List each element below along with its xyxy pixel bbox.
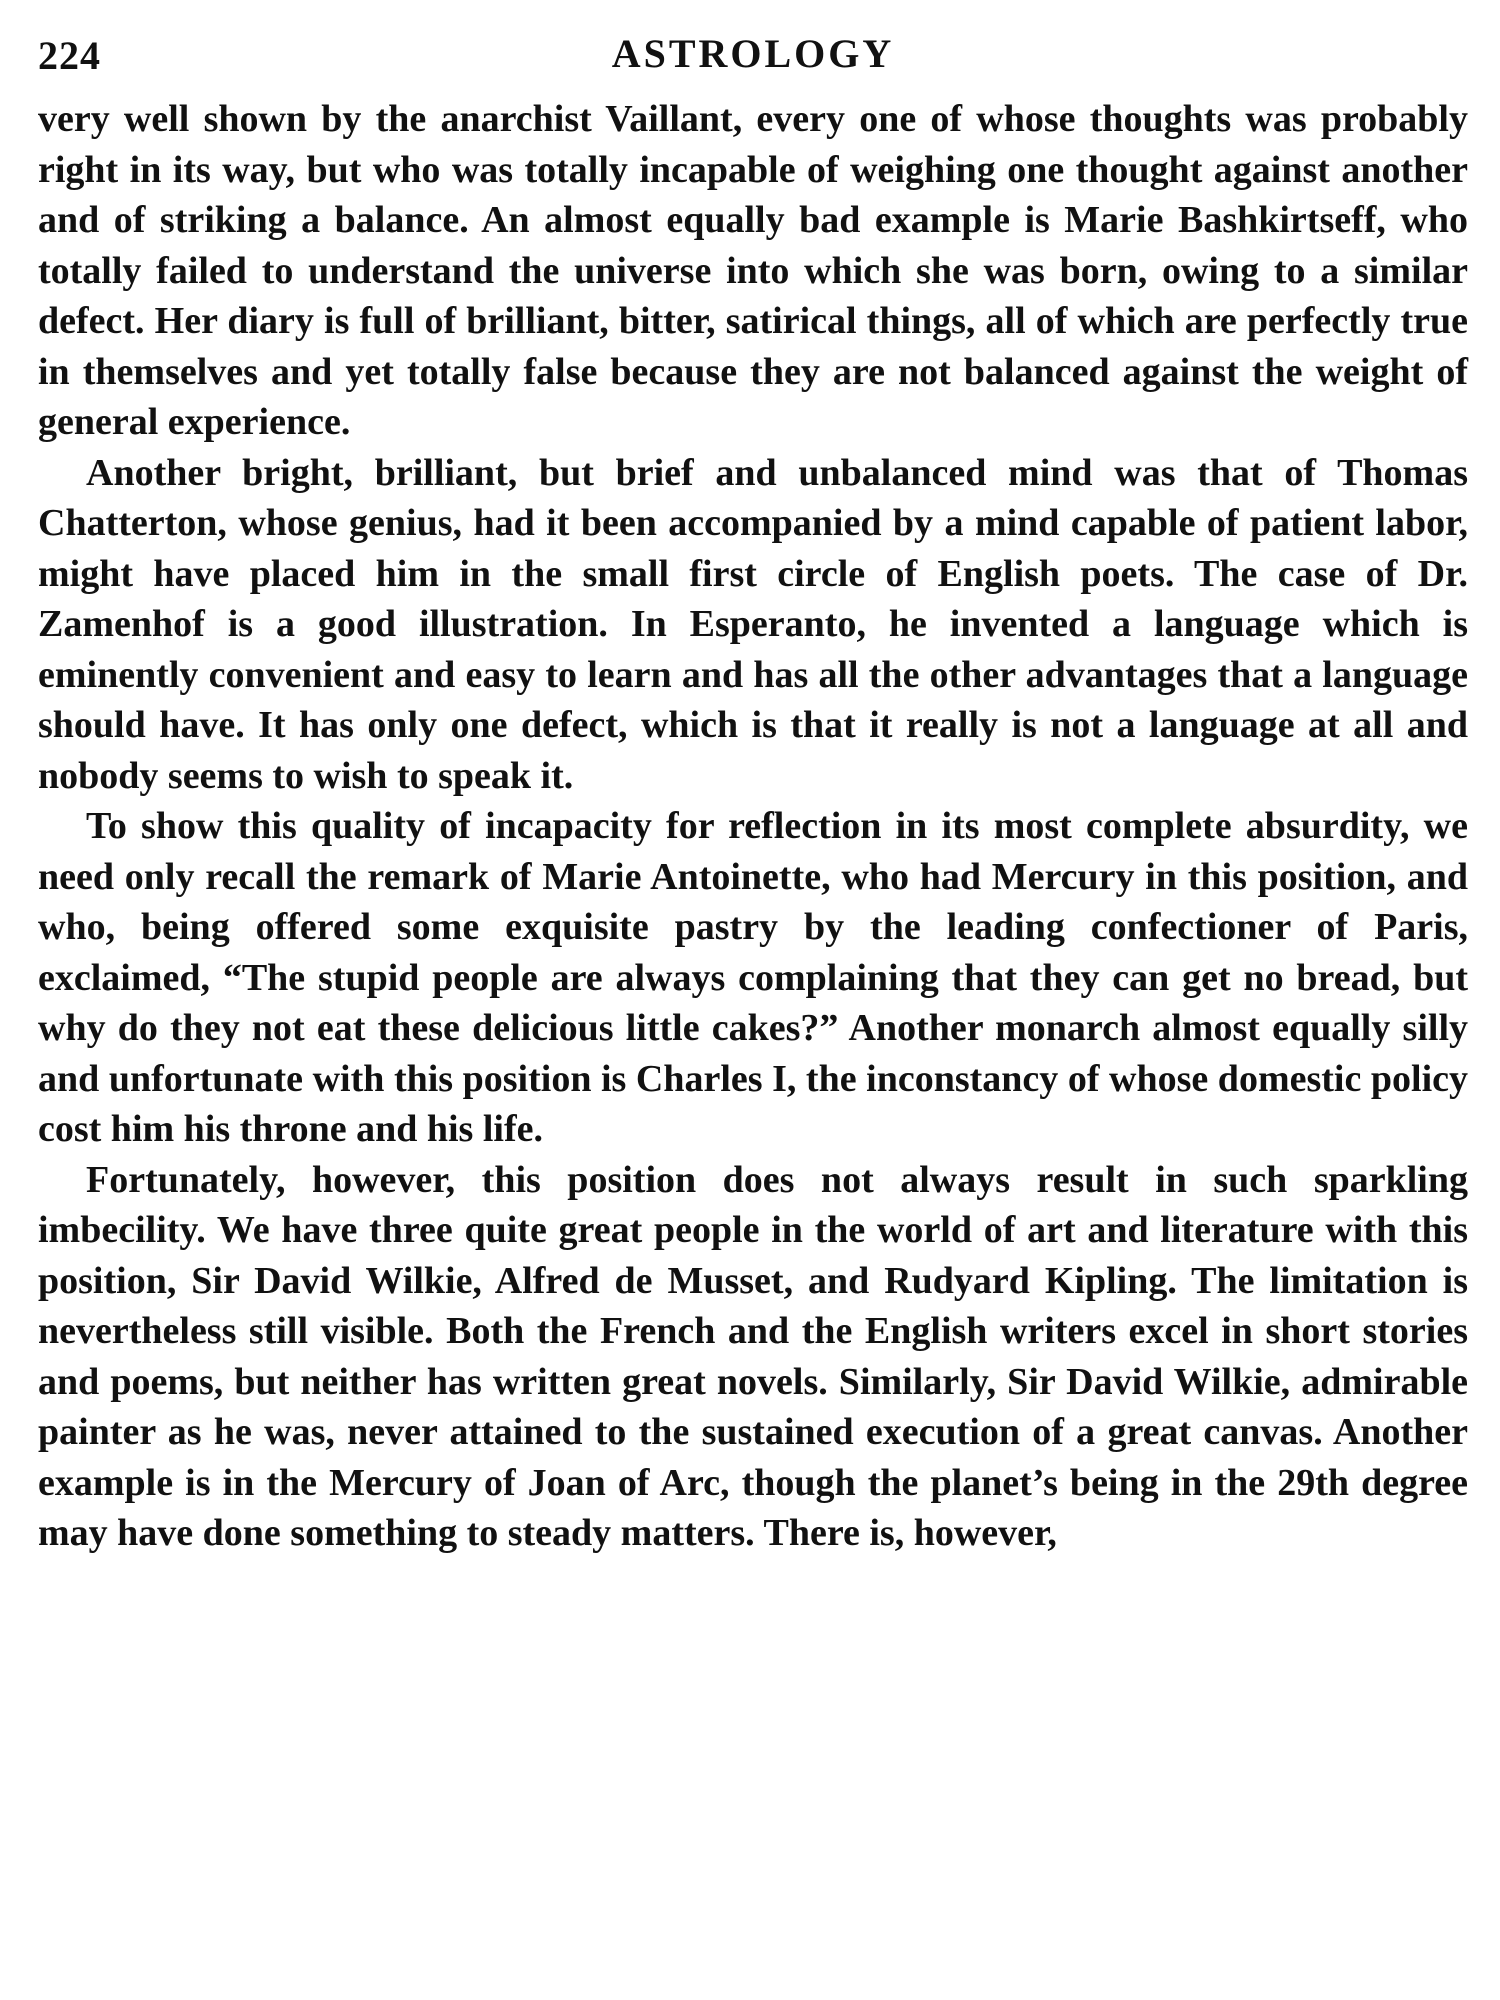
- page-header: [38, 28, 1468, 92]
- paragraph-chatterton: Another bright, brilliant, but brief and unbalanced mind was that of Thomas Chatterton, whose genius, had it been accompanied by a mind capable of patient labor, might have placed him in the small first circle of English poets. The case of Dr. Zamenhof is a good illustration. In Esperanto, he invented a language which is eminently convenient and easy to learn and has all the other advantages that a language should have. It has only one defect, which is that it really is not a language at all and nobody seems to wish to speak it.: [38, 451, 1468, 797]
- page-body: [38, 94, 1468, 1559]
- paragraph-continuation: very well shown by the anarchist Vaillant, every one of whose thoughts was probably right in its way, but who was totally incapable of weighing one thought against another and of striking a balance. An almost equally bad example is Marie Bashkirtseff, who totally failed to understand the universe into which she was born, owing to a similar defect. Her diary is full of brilliant, bitter, satirical things, all of which are perfectly true in themselves and yet totally false because they are not balanced against the weight of general experience.: [38, 98, 1468, 443]
- book-page: [38, 28, 1468, 1559]
- page-number: 224: [38, 33, 101, 78]
- paragraph-marie-antoinette: To show this quality of incapacity for reflection in its most complete absurdity, we need only recall the remark of Marie Antoinette, who had Mercury in this position, and who, being offered some exquisite pastry by the leading confectioner of Paris, exclaimed, “The stupid people are always complaining that they can get no bread, but why do they not eat these delicious little cakes?” Another monarch almost equally silly and unfortunate with this position is Charles I, the inconstancy of whose domestic policy cost him his throne and his life.: [38, 805, 1468, 1150]
- running-title: ASTROLOGY: [611, 31, 895, 76]
- paragraph-wilkie-musset-kipling: Fortunately, however, this position does not always result in such sparkling imbecility. We have three quite great people in the world of art and literature with this position, Sir David Wilkie, Alfred de Musset, and Rudyard Kipling. The limitation is nevertheless still visible. Both the French and the English writers excel in short stories and poems, but neither has written great novels. Similarly, Sir David Wilkie, admirable painter as he was, never attained to the sustained execution of a great canvas. Another example is in the Mercury of Joan of Arc, though the planet’s being in the 29th degree may have done something to steady matters. There is, however,: [38, 1158, 1468, 1554]
